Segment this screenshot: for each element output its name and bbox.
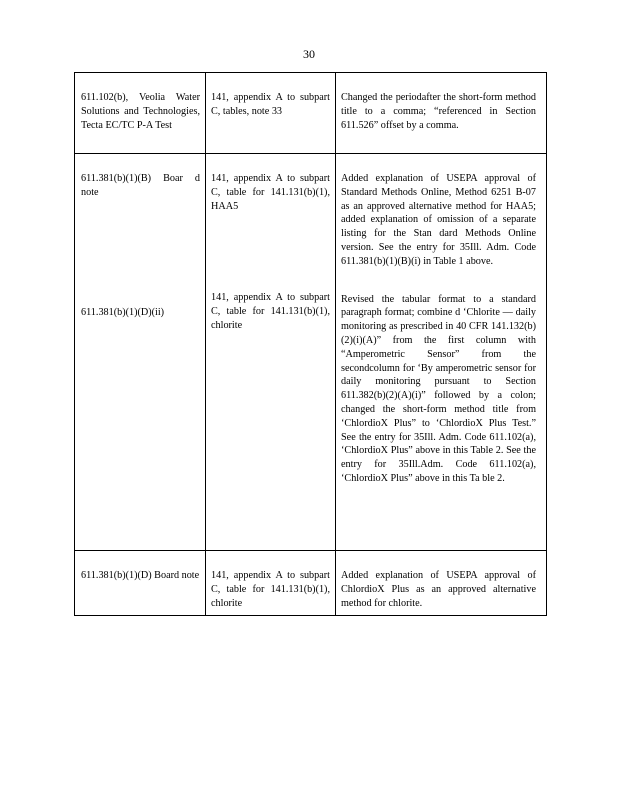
section-text: 611.381(b)(1)(D)(ii) — [81, 306, 165, 318]
table-row — [75, 551, 547, 616]
section-cell — [75, 73, 206, 154]
change-cell — [336, 154, 547, 551]
change-text: Revised the tabular format to a standard paragraph format; combine d ‘Chlorite — daily monitoring as prescribed in 40 CFR 141.132(b)(2)(i)(A)” from the first column with “Amperometric Sensor” from the secondcolumn for ‘By amperometric sensor for daily monitoring pursuant to Section 611.382(b)(2)(A)(i)” followed by a colon; changed the short-form method title from ‘ChlordioX Plus” to ‘ChlordioX Plus Test.” See the entry for 35Ill. Adm. Code 611.102(a), ‘ChlordioX Plus” above in this Table 2. See the entry for 35Ill.Adm. Code 611.102(a), ‘ChlordioX Plus” above in this Ta ble 2. — [341, 293, 536, 484]
change-cell — [336, 551, 547, 616]
change-cell — [336, 73, 547, 154]
section-cell — [75, 551, 206, 616]
change-text: Added explanation of USEPA approval of Standard Methods Online, Method 6251 B-07 as an approved alternative method for HAA5; added explanation of omission of a separate listing for the Stan dard Methods Online version. See the entry for 35Ill. Adm. Code 611.381(b)(1)(B)(i) in Table 1 above. — [341, 173, 536, 267]
reference-text: 141, appendix A to subpart C, table for 141.131(b)(1), HAA5 — [211, 173, 330, 212]
reference-cell — [206, 154, 336, 551]
reference-text: 141, appendix A to subpart C, tables, note 33 — [211, 92, 330, 117]
change-text: Changed the periodafter the short-form method title to a comma; “referenced in Section 611.526” offset by a comma. — [341, 92, 536, 131]
reference-text: 141, appendix A to subpart C, table for 141.131(b)(1), chlorite — [211, 570, 330, 609]
change-text: Added explanation of USEPA approval of ChlordioX Plus as an approved alternative method for chlorite. — [341, 570, 536, 609]
reference-cell — [206, 551, 336, 616]
section-cell — [75, 154, 206, 551]
section-text: 611.381(b)(1)(D) Board note — [81, 570, 200, 581]
page-number: 30 — [303, 47, 315, 61]
section-text: 611.381(b)(1)(B) Boar d note — [81, 173, 200, 198]
section-text: 611.102(b), Veolia Water Solutions and Technologies, Tecta EC/TC P-A Test — [81, 92, 200, 131]
reference-text: 141, appendix A to subpart C, table for 141.131(b)(1), chlorite — [211, 292, 330, 331]
reference-cell — [206, 73, 336, 154]
table-row — [75, 154, 547, 551]
changes-table — [74, 72, 547, 616]
table-row — [75, 73, 547, 154]
